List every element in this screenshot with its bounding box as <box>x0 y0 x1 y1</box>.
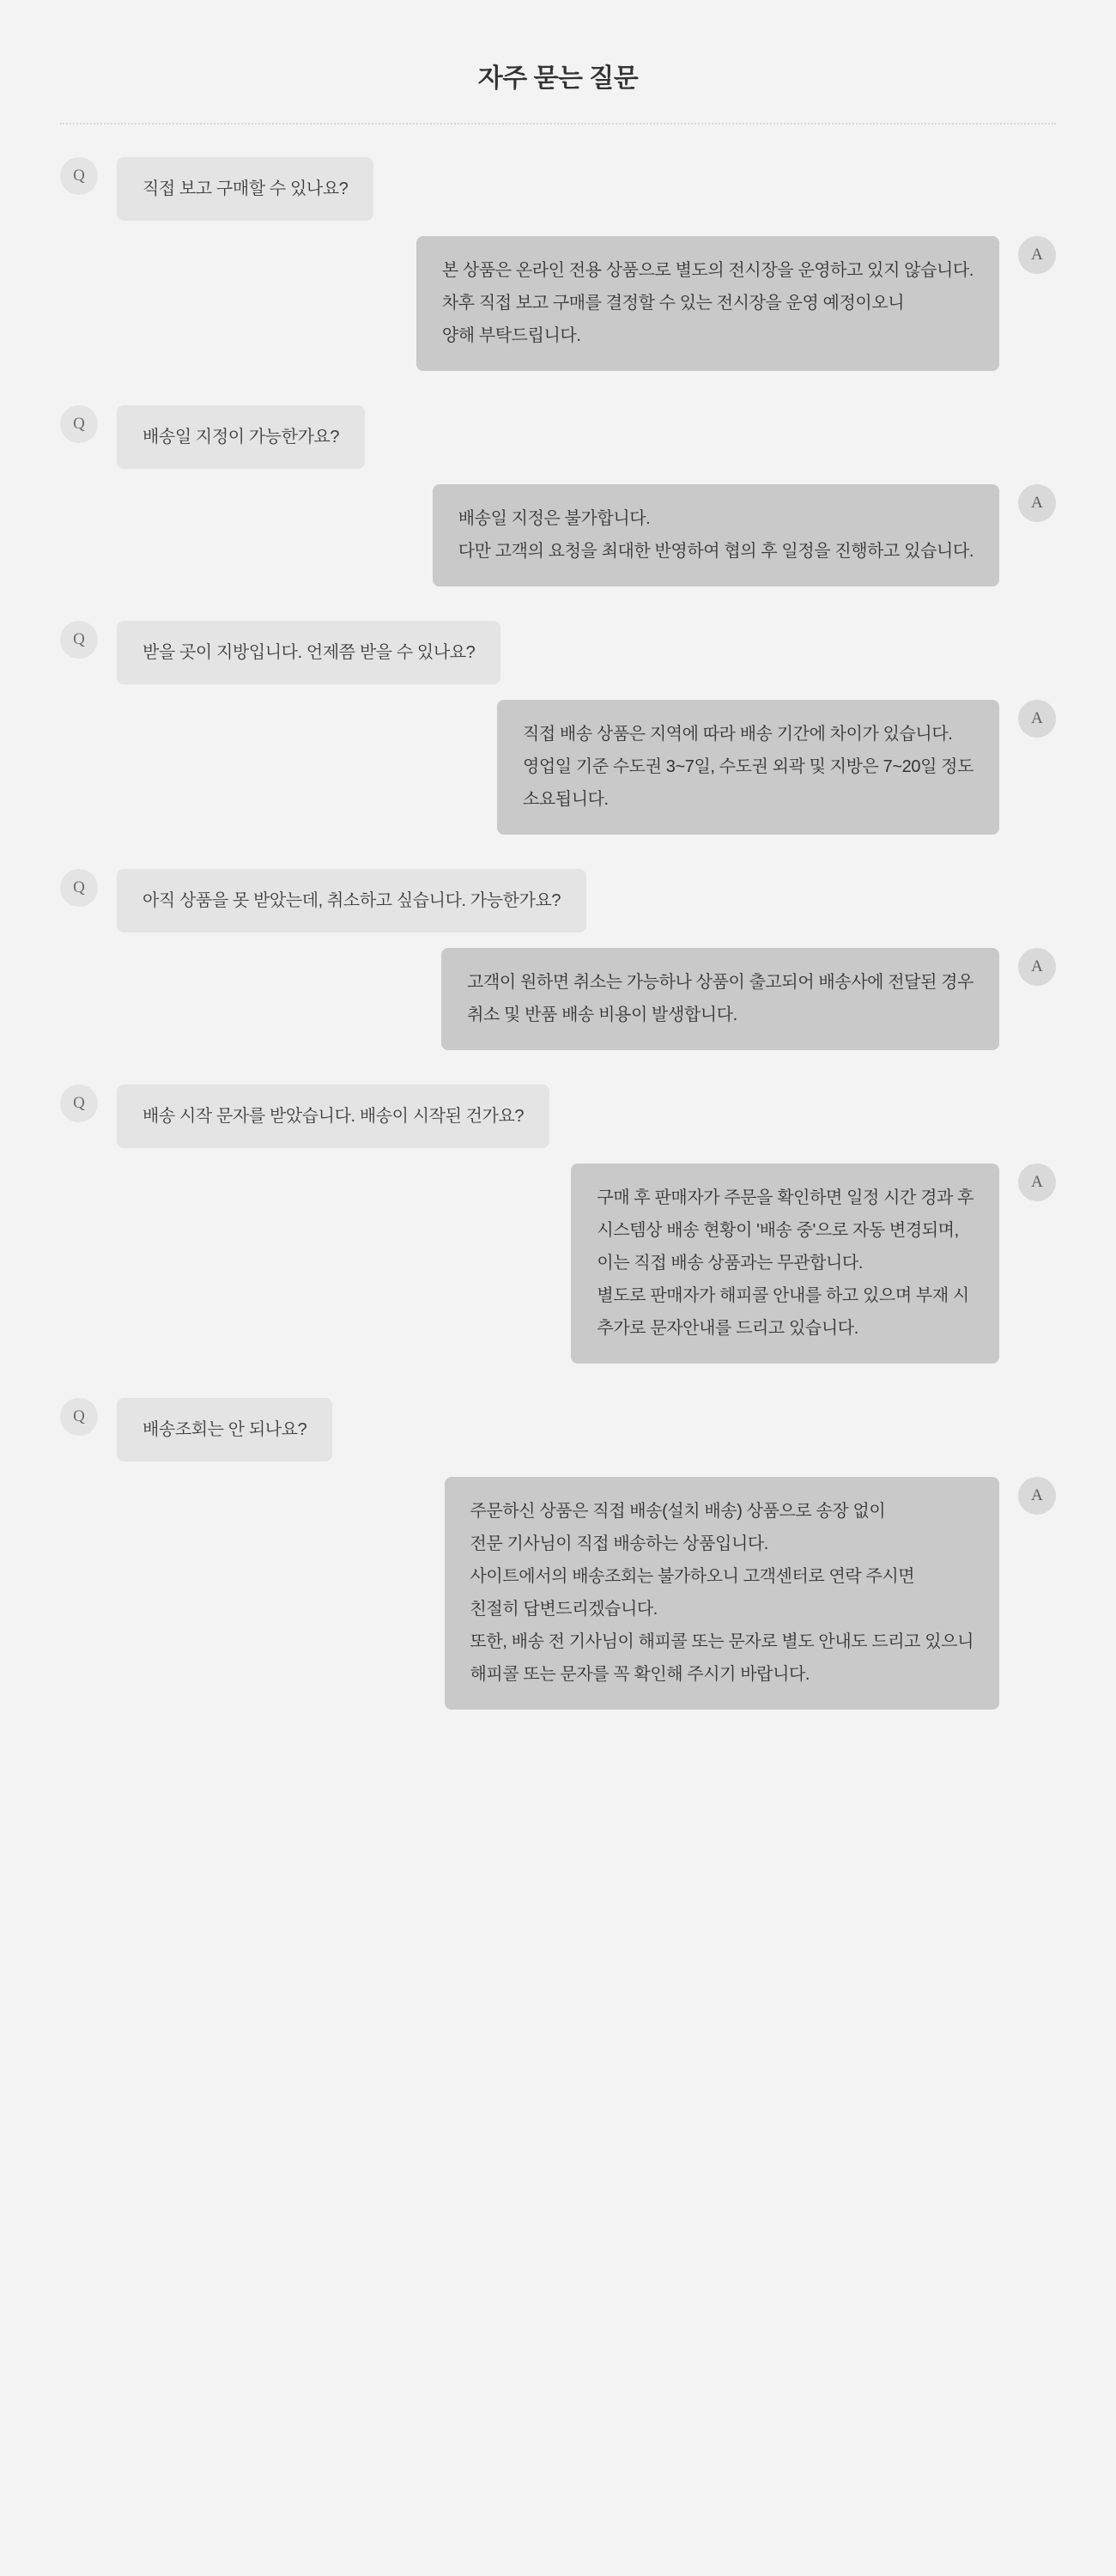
answer-bubble <box>497 700 999 835</box>
answer-bubble <box>433 484 999 586</box>
answer-line: 사이트에서의 배송조회는 불가하오니 고객센터로 연락 주시면 <box>470 1567 915 1586</box>
question-row <box>60 1398 1056 1461</box>
question-bubble <box>117 1084 549 1148</box>
answer-line: 고객이 원하면 취소는 가능하나 상품이 출고되어 배송사에 전달된 경우 <box>467 973 973 992</box>
answer-line: 취소 및 반품 배송 비용이 발생합니다. <box>467 1005 737 1024</box>
question-row <box>60 1084 1056 1148</box>
answer-line: 친절히 답변드리겠습니다. <box>470 1600 658 1619</box>
answer-line: 이는 직접 배송 상품과는 무관합니다. <box>597 1254 864 1273</box>
faq-item <box>60 405 1056 586</box>
answer-line: 양해 부탁드립니다. <box>441 326 581 345</box>
question-line: 받을 곳이 지방입니다. 언제쯤 받을 수 있나요? <box>143 643 476 662</box>
answer-badge: A <box>1018 236 1056 274</box>
answer-line: 별도로 판매자가 해피콜 안내를 하고 있으며 부재 시 <box>597 1286 969 1305</box>
answer-badge: A <box>1018 700 1056 738</box>
question-line: 아직 상품을 못 받았는데, 취소하고 싶습니다. 가능한가요? <box>143 891 561 910</box>
answer-row <box>60 236 1056 371</box>
answer-bubble <box>441 948 999 1050</box>
question-bubble <box>117 157 373 221</box>
answer-bubble <box>571 1163 999 1364</box>
answer-line: 본 상품은 온라인 전용 상품으로 별도의 전시장을 운영하고 있지 않습니다. <box>441 261 973 280</box>
answer-row <box>60 1477 1056 1710</box>
answer-badge: A <box>1018 1477 1056 1515</box>
question-row <box>60 157 1056 221</box>
answer-row <box>60 700 1056 835</box>
question-bubble <box>117 621 500 684</box>
answer-line: 다만 고객의 요청을 최대한 반영하여 협의 후 일정을 진행하고 있습니다. <box>458 542 973 561</box>
question-row <box>60 869 1056 933</box>
page-title: 자주 묻는 질문 <box>477 64 639 93</box>
title-divider <box>60 123 1056 125</box>
faq-item <box>60 1398 1056 1710</box>
faq-item <box>60 157 1056 371</box>
faq-item <box>60 621 1056 835</box>
answer-line: 또한, 배송 전 기사님이 해피콜 또는 문자로 별도 안내도 드리고 있으니 <box>470 1632 973 1651</box>
answer-line: 차후 직접 보고 구매를 결정할 수 있는 전시장을 운영 예정이오니 <box>441 294 905 313</box>
question-bubble <box>117 869 586 933</box>
answer-line: 구매 후 판매자가 주문을 확인하면 일정 시간 경과 후 <box>597 1188 973 1207</box>
answer-bubble <box>416 236 999 371</box>
answer-line: 배송일 지정은 불가합니다. <box>458 509 651 528</box>
question-badge: Q <box>60 1398 98 1436</box>
question-badge: Q <box>60 1084 98 1122</box>
question-bubble <box>117 405 365 469</box>
answer-line: 추가로 문자안내를 드리고 있습니다. <box>597 1319 858 1338</box>
question-badge: Q <box>60 869 98 907</box>
bottom-spacer <box>60 1744 1056 1795</box>
question-line: 배송 시작 문자를 받았습니다. 배송이 시작된 건가요? <box>143 1107 525 1126</box>
question-badge: Q <box>60 405 98 443</box>
answer-line: 영업일 기준 수도권 3~7일, 수도권 외곽 및 지방은 7~20일 정도 <box>522 757 973 776</box>
question-line: 직접 보고 구매할 수 있나요? <box>143 179 349 198</box>
answer-row <box>60 484 1056 586</box>
answer-badge: A <box>1018 1163 1056 1201</box>
answer-row <box>60 1163 1056 1364</box>
faq-container <box>60 0 1056 1795</box>
answer-line: 시스템상 배송 현황이 '배송 중'으로 자동 변경되며, <box>597 1221 959 1240</box>
question-row <box>60 405 1056 469</box>
answer-line: 주문하신 상품은 직접 배송(설치 배송) 상품으로 송장 없이 <box>470 1502 886 1521</box>
answer-badge: A <box>1018 948 1056 986</box>
answer-row <box>60 948 1056 1050</box>
answer-line: 직접 배송 상품은 지역에 따라 배송 기간에 차이가 있습니다. <box>522 725 953 744</box>
faq-item <box>60 869 1056 1050</box>
question-badge: Q <box>60 157 98 195</box>
question-bubble <box>117 1398 332 1461</box>
question-badge: Q <box>60 621 98 659</box>
answer-line: 전문 기사님이 직접 배송하는 상품입니다. <box>470 1534 768 1553</box>
answer-line: 소요됩니다. <box>522 790 609 809</box>
faq-item <box>60 1084 1056 1364</box>
answer-badge: A <box>1018 484 1056 522</box>
question-line: 배송조회는 안 되나요? <box>143 1420 307 1439</box>
question-row <box>60 621 1056 684</box>
question-line: 배송일 지정이 가능한가요? <box>143 428 340 447</box>
faq-list <box>60 157 1056 1710</box>
answer-bubble <box>445 1477 999 1710</box>
answer-line: 해피콜 또는 문자를 꼭 확인해 주시기 바랍니다. <box>470 1665 810 1684</box>
